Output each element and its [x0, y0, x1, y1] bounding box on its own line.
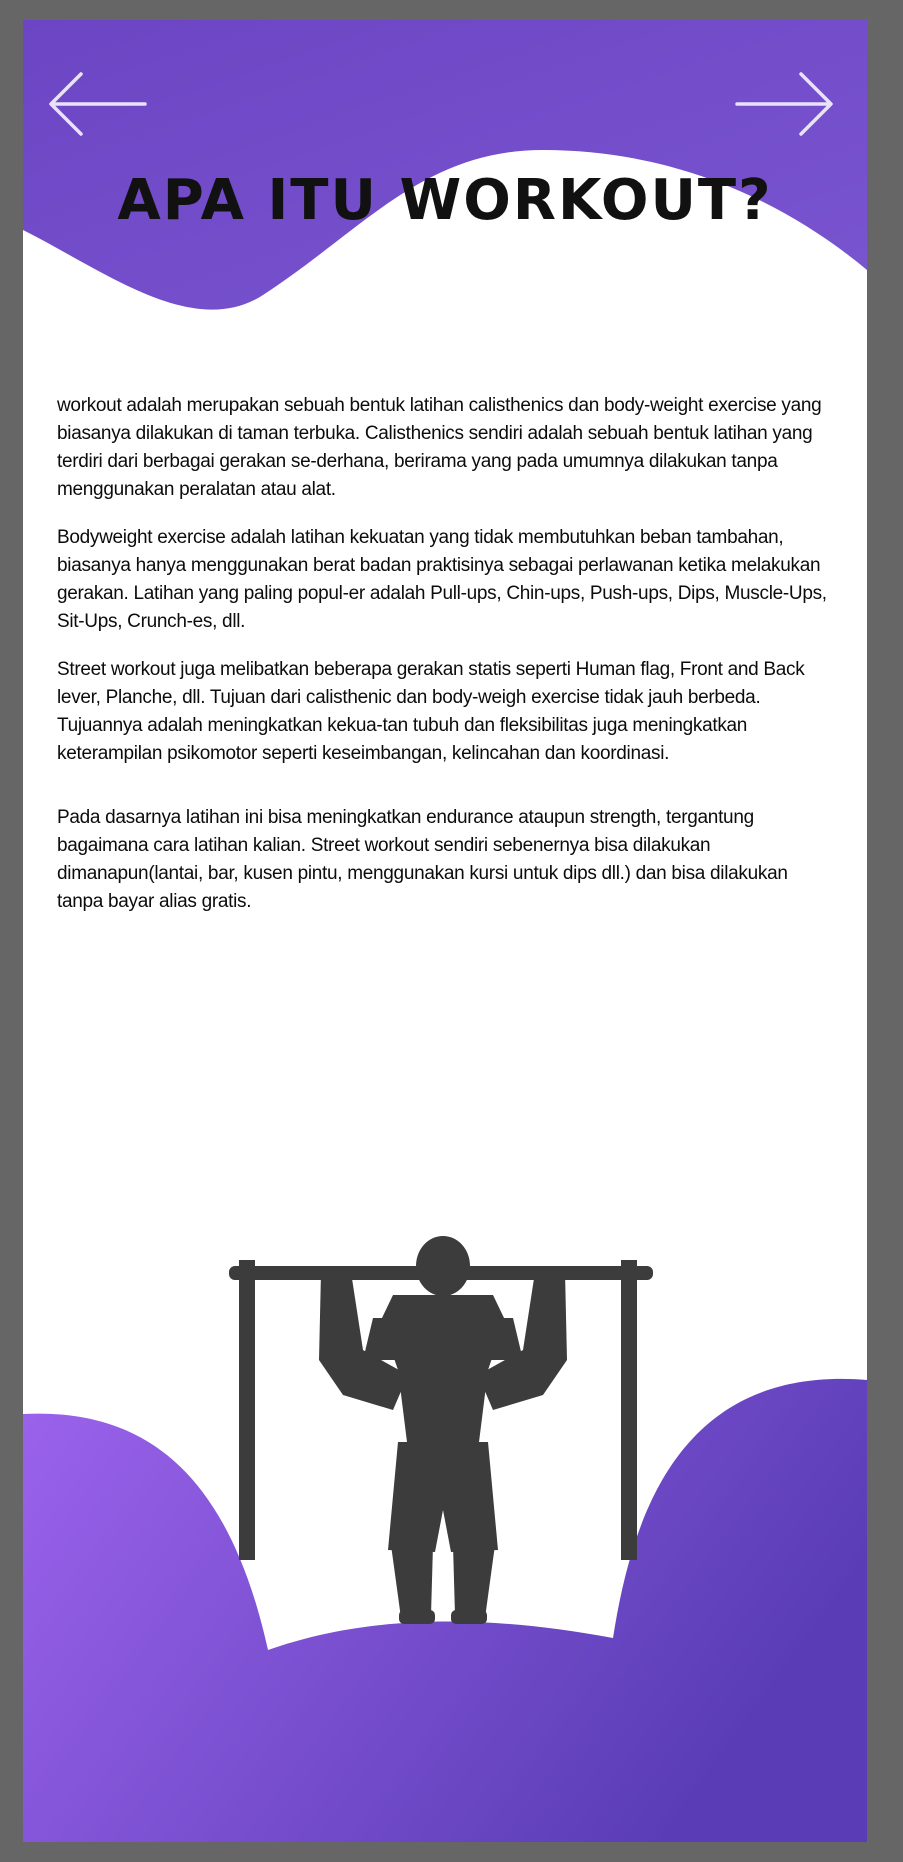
- back-arrow-button[interactable]: [45, 64, 155, 144]
- page-title: APA ITU WORKOUT?: [117, 168, 773, 233]
- arrow-left-icon: [45, 64, 155, 144]
- pull-up-silhouette-icon: [223, 1220, 663, 1640]
- article-paragraph-1: workout adalah merupakan sebuah bentuk latihan calisthenics dan body-weight exercise yang biasanya dilakukan di taman terbuka. Calisthenics sendiri adalah sebuah bentuk latihan yang terdiri dari berbagai gerakan se-derhana, berirama yang pada umumnya dilakukan tanpa menggunakan peralatan atau alat.: [57, 395, 822, 500]
- pull-up-illustration: [223, 1220, 663, 1640]
- article-paragraph-2: Bodyweight exercise adalah latihan kekuatan yang tidak membutuhkan beban tambahan, biasanya hanya menggunakan berat badan praktisinya sebagai perlawanan ketika melakukan gerakan. Latihan yang paling popul-er adalah Pull-ups, Chin-ups, Push-ups, Dips, Muscle-Ups, Sit-Ups, Crunch-es, dll.: [57, 527, 827, 632]
- article-paragraph-3: Street workout juga melibatkan beberapa gerakan statis seperti Human flag, Front and Back lever, Planche, dll. Tujuan dari calisthenic dan body-weigh exercise tidak jauh berbeda. Tujuannya adalah meningkatkan kekua-tan tubuh dan fleksibilitas juga meningkatkan keterampilan psikomotor seperti keseimbangan, kelincahan dan koordinasi.: [57, 659, 805, 764]
- article-body: [57, 392, 831, 936]
- article-paragraph-4: Pada dasarnya latihan ini bisa meningkatkan endurance ataupun strength, tergantung bagaimana cara latihan kalian. Street workout sendiri sebenernya bisa dilakukan dimanapun(lantai, bar, kusen pintu, menggunakan kursi untuk dips dll.) dan bisa dilakukan tanpa bayar alias gratis.: [57, 807, 788, 912]
- next-arrow-button[interactable]: [731, 64, 841, 144]
- arrow-right-icon: [731, 64, 841, 144]
- app-screen: [23, 20, 867, 1842]
